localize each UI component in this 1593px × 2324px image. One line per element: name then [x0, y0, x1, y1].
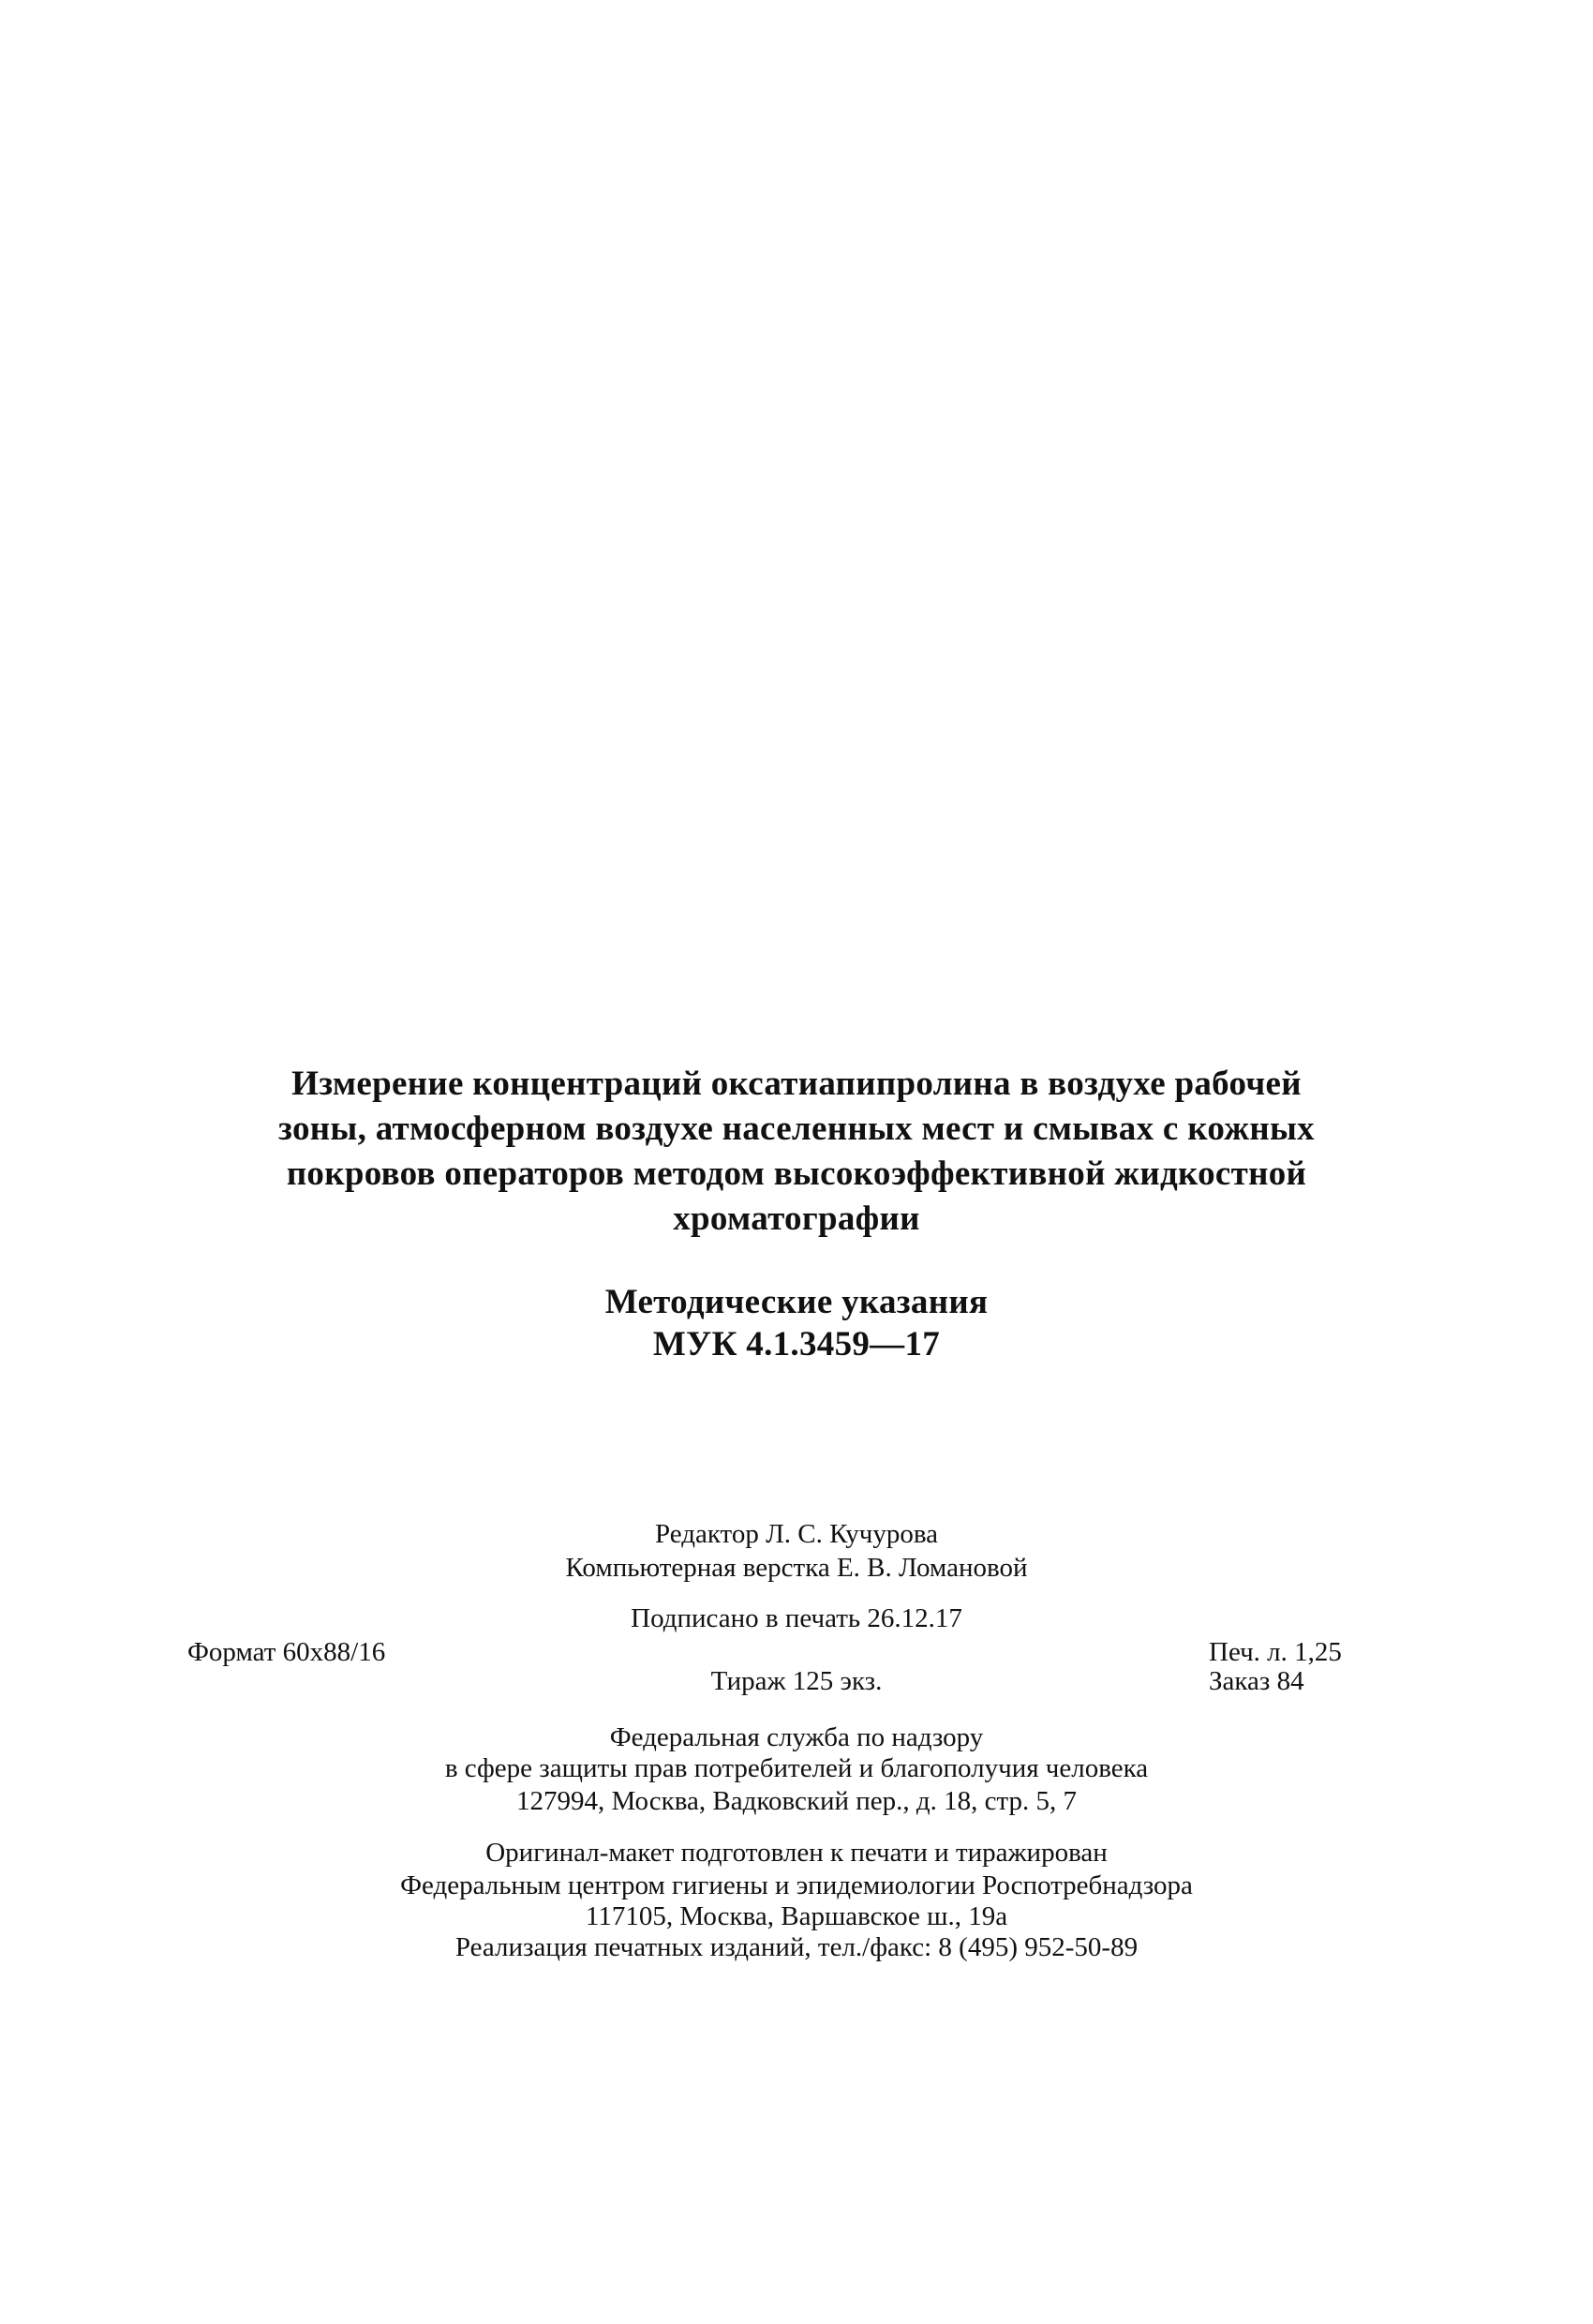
signed-date: Подписано в печать 26.12.17 [631, 1603, 962, 1633]
document-code: МУК 4.1.3459—17 [652, 1325, 941, 1363]
title-line: покровов операторов методом высокоэффективной жидкостной [286, 1155, 1307, 1193]
printer-line: 117105, Москва, Варшавское ш., 19а [585, 1901, 1008, 1931]
publisher-line: Федеральная служба по надзору [609, 1722, 984, 1752]
printer-line: Федеральным центром гигиены и эпидемиологии Роспотребнадзора [400, 1870, 1193, 1900]
publisher-line: в сфере защиты прав потребителей и благополучия человека [444, 1753, 1149, 1783]
printer-line: Оригинал-макет подготовлен к печати и тиражирован [485, 1838, 1108, 1868]
editor: Редактор Л. С. Кучурова [654, 1519, 939, 1549]
document-type: Методические указания [604, 1283, 989, 1321]
title-line: зоны, атмосферном воздухе населенных мест и смывах с кожных [278, 1110, 1315, 1148]
format: Формат 60x88/16 [187, 1637, 386, 1667]
title-line: Измерение концентраций оксатиапипролина в воздухе рабочей [291, 1065, 1302, 1103]
order-number: Заказ 84 [1209, 1666, 1304, 1696]
print-sheets: Печ. л. 1,25 [1209, 1637, 1342, 1667]
print-run: Тираж 125 экз. [710, 1666, 883, 1696]
title-line: хроматографии [673, 1199, 920, 1238]
publisher-line: 127994, Москва, Вадковский пер., д. 18, стр. 5, 7 [515, 1786, 1078, 1816]
layout-credit: Компьютерная верстка Е. В. Ломановой [565, 1553, 1028, 1583]
printer-line: Реализация печатных изданий, тел./факс: 8 (495) 952-50-89 [454, 1932, 1139, 1962]
